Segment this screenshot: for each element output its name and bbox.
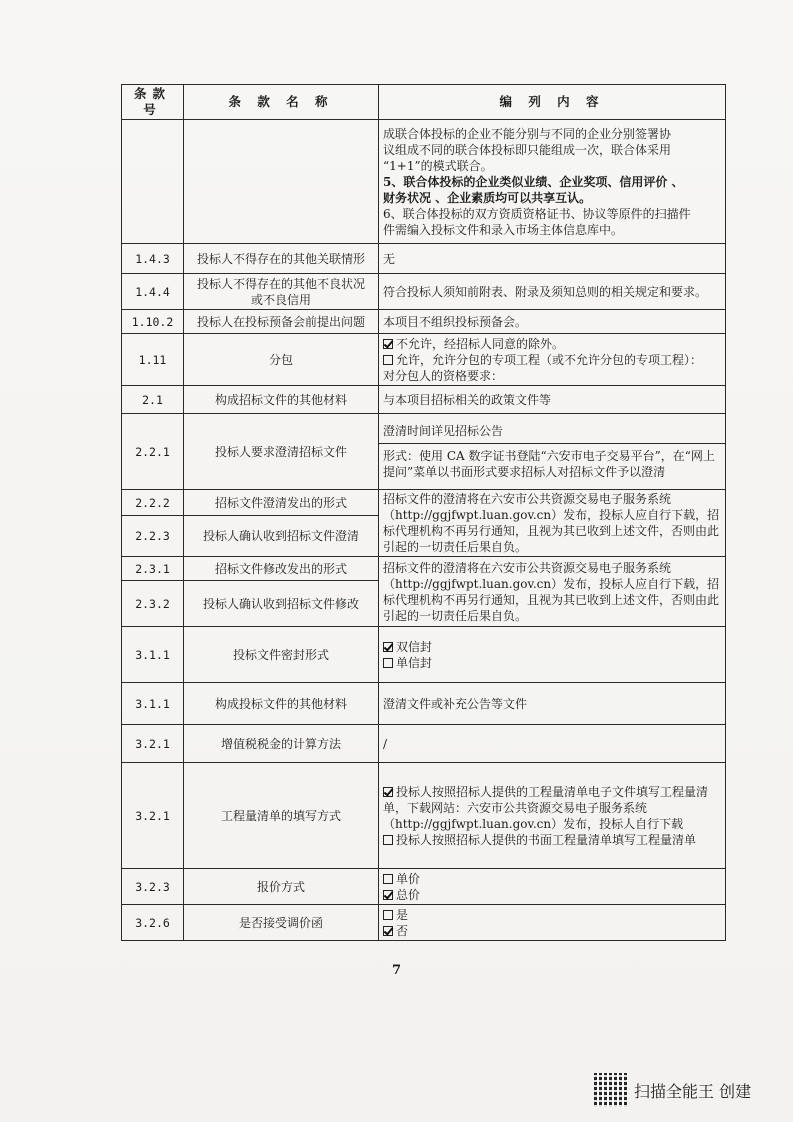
clause-number: 1.4.4 [122,274,184,310]
clause-name [184,120,379,244]
table-header-row [122,85,726,120]
table-row [122,627,726,683]
clause-name: 投标人不得存在的其他关联情形 [184,244,379,274]
clause-name: 是否接受调价函 [184,905,379,941]
clarification-time: 澄清时间详见招标公告 [383,424,504,438]
clause-name: 招标文件澄清发出的形式 [184,490,379,516]
clause-number: 3.1.1 [122,683,184,725]
clause-content: 招标文件的澄清将在六安市公共资源交易电子服务系统（http://ggjfwpt.luan.gov.cn）发布，投标人应自行下载，招标代理机构不再另行通知，且视为其已收到上述文件，否则由此引起的一切责任后果自负。 [379,490,726,557]
option-allowed [383,352,721,368]
table-row [122,490,726,516]
header-clause-name: 条 款 名 称 [184,85,379,120]
content-line: 财务状况 、企业素质均可以共享互认。 [383,190,592,205]
empty-checkbox-icon [383,355,393,365]
watermark-text: 扫描全能王 创建 [634,1081,752,1101]
content-line: “1+1”的模式联合。 [383,158,493,173]
clause-number: 3.2.1 [122,725,184,763]
clause-number: 3.1.1 [122,627,184,683]
clause-number: 2.3.2 [122,581,184,627]
checked-checkbox-icon [383,787,393,797]
clause-content [379,905,726,941]
clause-number: 2.2.2 [122,490,184,516]
content-line: 议组成不同的联合体投标即只能组成一次，联合体采用 [383,142,672,157]
clause-name: 投标人确认收到招标文件澄清 [184,516,379,557]
clause-name: 工程量清单的填写方式 [184,763,379,869]
option-label: 否 [396,923,409,938]
clause-name: 增值税税金的计算方法 [184,725,379,763]
clause-content: 澄清文件或补充公告等文件 [379,683,726,725]
option-label: 单信封 [396,655,433,670]
option-label: 投标人按照招标人提供的工程量清单电子文件填写工程量清单，下载网站：六安市公共资源交易电子服务系统（http://ggjfwpt.luan.gov.cn）发布，投标人自行下载 [383,784,709,831]
table-row [122,557,726,581]
clause-number: 2.3.1 [122,557,184,581]
content-line: 5、联合体投标的企业类似业绩、企业奖项、信用评价 、 [383,174,684,189]
clause-name: 投标人确认收到招标文件修改 [184,581,379,627]
content-line: 件需编入投标文件和录入市场主体信息库中。 [383,222,624,237]
table-row [122,334,726,386]
clause-content [379,414,726,490]
clause-name: 投标人要求澄清招标文件 [184,414,379,490]
table-row [122,725,726,763]
clause-number: 1.4.3 [122,244,184,274]
clause-content [379,120,726,244]
clause-number: 1.11 [122,334,184,386]
clause-number [122,120,184,244]
clause-name: 分包 [184,334,379,386]
clause-number: 2.2.3 [122,516,184,557]
clause-number: 2.2.1 [122,414,184,490]
option-electronic-list [383,784,721,832]
clause-name [184,274,379,310]
option-no [383,923,721,939]
option-label: 不允许，经招标人同意的除外。 [396,336,565,351]
option-label: 总价 [396,887,421,902]
table-row [122,683,726,725]
clause-content: 招标文件的澄清将在六安市公共资源交易电子服务系统（http://ggjfwpt.luan.gov.cn）发布，投标人应自行下载，招标代理机构不再另行通知，且视为其已收到上述文件，否则由此引起的一切责任后果自负。 [379,557,726,627]
table-row [122,763,726,869]
clause-content: 无 [379,244,726,274]
clause-name: 投标人在投标预备会前提出问题 [184,310,379,334]
clause-name: 报价方式 [184,869,379,905]
table-row [122,310,726,334]
checked-checkbox-icon [383,926,393,936]
clauses-table [121,84,726,941]
option-paper-list [383,832,721,848]
option-not-allowed [383,336,721,352]
clarification-form: 形式：使用 CA 数字证书登陆“六安市电子交易平台”，在“网上提问”菜单以书面形式要求招标人对招标文件予以澄清 [383,449,715,479]
empty-checkbox-icon [383,835,393,845]
option-label: 双信封 [396,639,433,654]
content-line: 6、联合体投标的双方资质资格证书、协议等原件的扫描件 [383,206,691,221]
option-yes [383,907,721,923]
clause-content: 符合投标人须知前附表、附录及须知总则的相关规定和要求。 [379,274,726,310]
clause-content [379,334,726,386]
content-line: 成联合体投标的企业不能分别与不同的企业分别签署协 [383,126,672,141]
page-number: 7 [391,963,402,978]
option-label: 单价 [396,871,421,886]
clause-number: 3.2.3 [122,869,184,905]
clause-content: 与本项目招标相关的政策文件等 [379,386,726,414]
option-label: 是 [396,907,409,922]
table-row [122,905,726,941]
option-label: 投标人按照招标人提供的书面工程量清单填写工程量清单 [396,832,697,847]
clause-name-line: 或不良信用 [250,292,311,307]
option-label: 允许，允许分包的专项工程（或不允许分包的专项工程）： [396,352,703,367]
empty-checkbox-icon [383,658,393,668]
divider [379,443,725,444]
clause-number: 3.2.6 [122,905,184,941]
checked-checkbox-icon [383,339,393,349]
scanner-watermark [594,1073,751,1107]
clause-name: 构成投标文件的其他材料 [184,683,379,725]
clause-number: 1.10.2 [122,310,184,334]
option-single-envelope [383,655,721,671]
header-clause-number: 条款号 [122,85,184,120]
table-row [122,274,726,310]
table-row [122,120,726,244]
clause-content [379,763,726,869]
clause-content [379,627,726,683]
checked-checkbox-icon [383,642,393,652]
clause-name: 投标文件密封形式 [184,627,379,683]
option-total-price [383,887,721,903]
clause-name-line: 投标人不得存在的其他不良状况 [196,276,365,291]
table-row [122,869,726,905]
clause-name: 构成招标文件的其他材料 [184,386,379,414]
clause-number: 2.1 [122,386,184,414]
option-double-envelope [383,639,721,655]
table-row [122,414,726,490]
clause-content: / [379,725,726,763]
option-unit-price [383,871,721,887]
table-row [122,386,726,414]
clause-number: 3.2.1 [122,763,184,869]
header-clause-content: 编 列 内 容 [379,85,726,120]
table-row [122,244,726,274]
clause-name: 招标文件修改发出的形式 [184,557,379,581]
option-continuation: 对分包人的资格要求： [383,368,504,383]
empty-checkbox-icon [383,910,393,920]
qr-code-icon [594,1073,628,1107]
checked-checkbox-icon [383,890,393,900]
clause-content: 本项目不组织投标预备会。 [379,310,726,334]
empty-checkbox-icon [383,874,393,884]
clause-content [379,869,726,905]
